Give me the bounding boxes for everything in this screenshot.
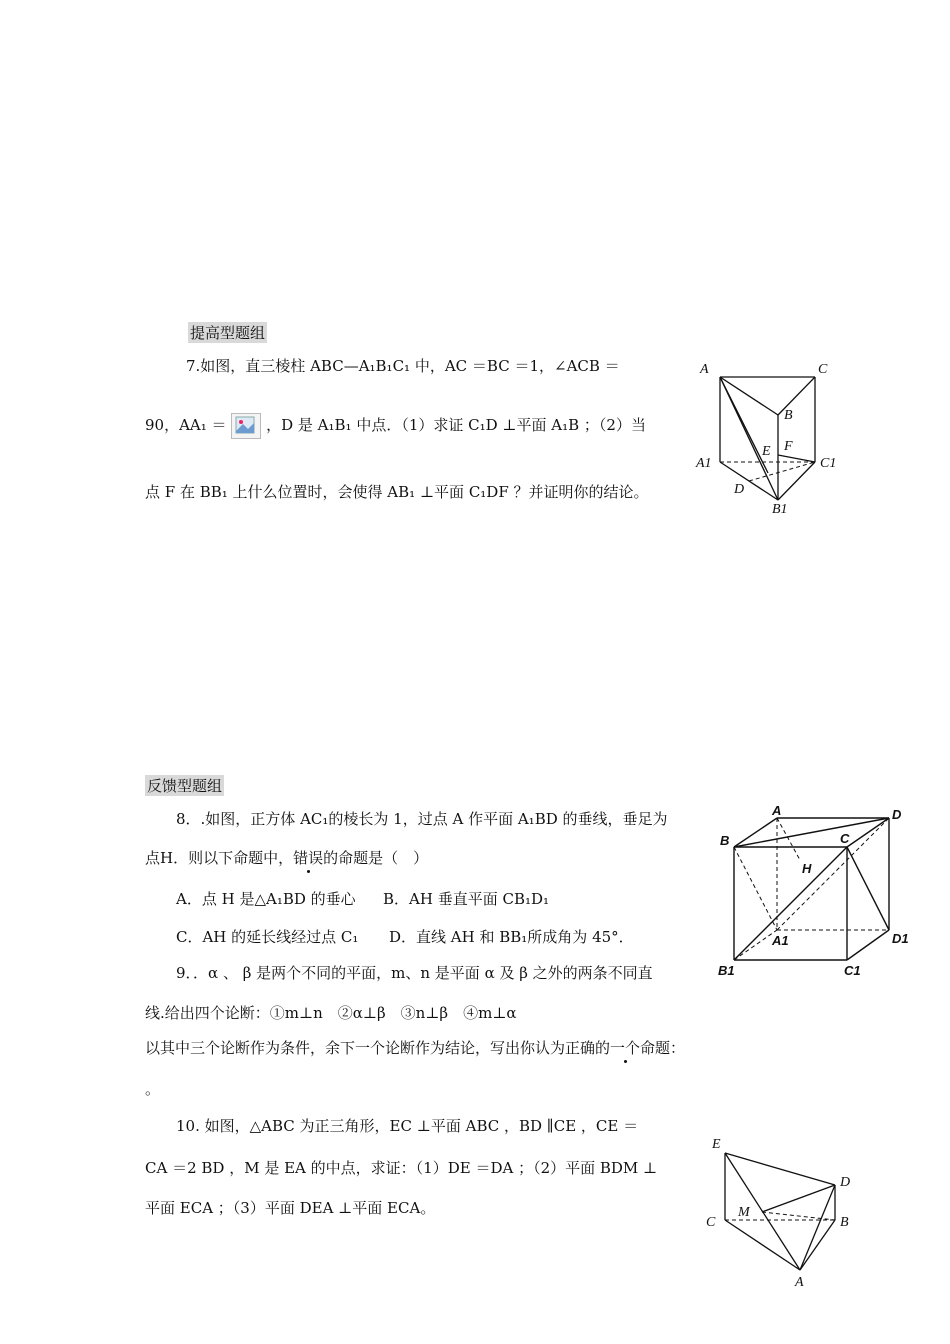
fig7-label-D: D — [734, 482, 745, 497]
fig7-label-B: B — [784, 408, 793, 423]
fig10-label-B: B — [840, 1215, 849, 1230]
q7-line2-a: 90，AA₁ ＝ — [145, 416, 227, 434]
fig10-label-M: M — [738, 1205, 750, 1220]
fig7-label-A: A — [700, 362, 709, 377]
q10-line3: 平面 ECA ；（3）平面 DEA ⊥平面 ECA。 — [145, 1199, 436, 1217]
fig8-label-A: A — [772, 805, 782, 818]
q7-line1: 7.如图，直三棱柱 ABC—A₁B₁C₁ 中，AC ＝BC ＝1，∠ACB ＝ — [186, 357, 620, 375]
fig8-label-D: D — [892, 807, 902, 822]
fig7-label-E: E — [762, 444, 771, 459]
fig7-label-C1: C1 — [820, 456, 837, 471]
q8-option-a: A．点 H 是△A₁BD 的垂心 — [176, 890, 356, 908]
q8-line1: 8．.如图，正方体 AC₁的棱长为 1，过点 A 作平面 A₁BD 的垂线，垂足为 — [176, 810, 668, 828]
tetra-figure — [700, 1130, 875, 1300]
fig7-label-F: F — [784, 439, 793, 454]
q9-line3-c: 命题： — [640, 1039, 686, 1057]
fig8-label-C1: C1 — [844, 963, 861, 978]
fig7-label-B1: B1 — [772, 502, 788, 517]
q7-line2 — [145, 413, 646, 439]
fig7-label-C: C — [818, 362, 828, 377]
q9-emphasis: 一个 — [610, 1039, 641, 1057]
fig10-label-E: E — [712, 1137, 721, 1152]
fig10-label-D: D — [840, 1175, 851, 1190]
q9-line4: 。 — [145, 1080, 161, 1098]
q8-emphasis: 错误 — [293, 849, 324, 867]
q9-line3-a: 以其中三个论断作为条件，余下一个论断作为结论，写出你认为正确的 — [145, 1039, 611, 1057]
q9-line2: 线.给出四个论断：①m⊥n ②α⊥β ③n⊥β ④m⊥α — [145, 1004, 517, 1022]
q8-line2-c: 的命题是（ ） — [323, 849, 429, 867]
section-title-feedback: 反馈型题组 — [147, 777, 223, 795]
fig10-label-A: A — [795, 1275, 804, 1290]
broken-image-icon — [231, 413, 261, 439]
fig8-label-H: H — [802, 861, 812, 876]
fig8-label-D1: D1 — [892, 931, 909, 946]
q9-line3 — [145, 1037, 685, 1058]
q8-option-c: C．AH 的延长线经过点 C₁ — [176, 928, 359, 946]
fig10-label-C: C — [706, 1215, 716, 1230]
section-title-advanced: 提高型题组 — [190, 324, 266, 342]
q7-line3: 点 F 在 BB₁ 上什么位置时，会使得 AB₁ ⊥平面 C₁DF ？并证明你的结论。 — [145, 483, 649, 501]
cube-figure — [712, 805, 912, 985]
q10-line1: 10. 如图，△ABC 为正三角形，EC ⊥平面 ABC ，BD ∥CE ，CE ＝ — [176, 1117, 639, 1135]
fig7-label-A1: A1 — [696, 456, 712, 471]
q8-line2-a: 点H．则以下命题中， — [145, 849, 294, 867]
q9-line1: 9．．α 、 β 是两个不同的平面，m、n 是平面 α 及 β 之外的两条不同直 — [176, 964, 653, 982]
q7-line2-b: ，D 是 A₁B₁ 中点．（1）求证 C₁D ⊥平面 A₁B ；（2）当 — [266, 416, 646, 434]
fig8-label-A1: A1 — [772, 933, 789, 948]
q8-option-b: B．AH 垂直平面 CB₁D₁ — [383, 890, 550, 908]
q8-option-d: D．直线 AH 和 BB₁所成角为 45°． — [389, 928, 634, 946]
fig8-label-B: B — [720, 833, 730, 848]
fig8-label-C: C — [840, 831, 850, 846]
q10-line2: CA ＝2 BD ，M 是 EA 的中点，求证：（1）DE ＝DA ；（2）平面 BDM ⊥ — [145, 1159, 658, 1177]
q8-line2 — [145, 847, 428, 868]
fig8-label-B1: B1 — [718, 963, 735, 978]
prism-figure — [690, 355, 850, 520]
